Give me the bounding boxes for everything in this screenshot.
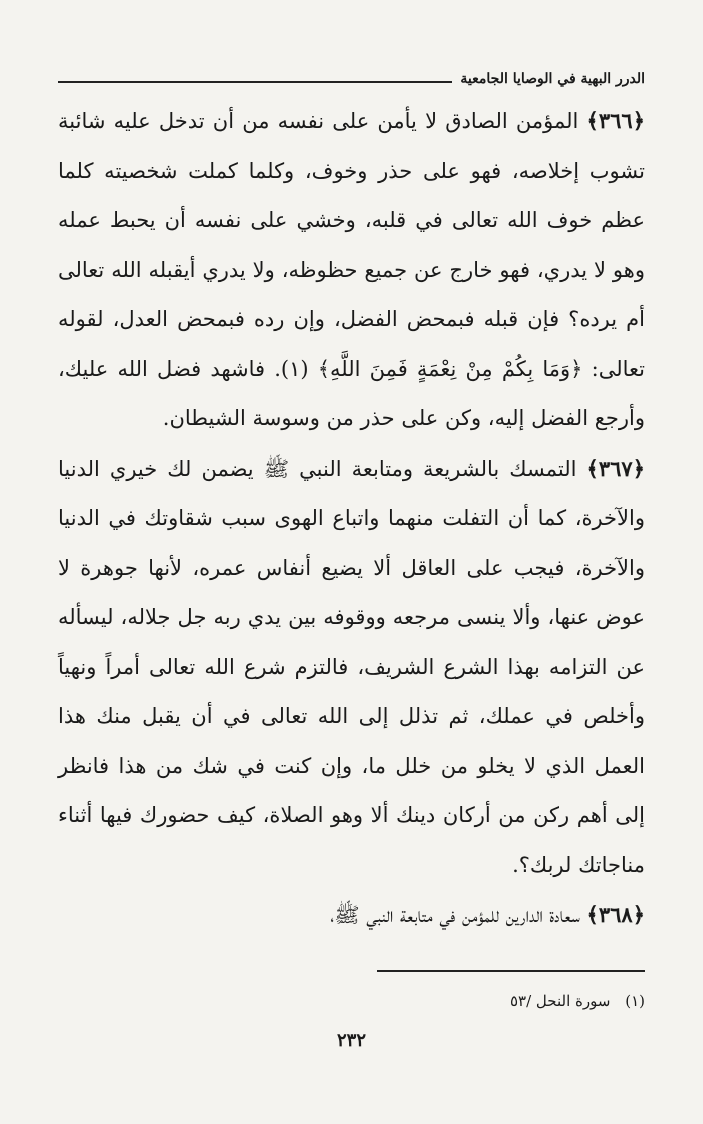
- paragraph-text: التمسك بالشريعة ومتابعة النبي ﷺ يضمن لك خيري الدنيا والآخرة، كما أن التفلت منهما واتباع الهوى سبب شقاوتك في الدنيا والآخرة، فيجب على العاقل ألا يضيع أنفاس عمره، لأنها جوهرة لا عوض عنها، وألا ينسى مرجعه ووقوفه بين يدي ربه جل جلاله، ليسأله عن التزامه بهذا الشرع الشريف، فالتزم شرع الله تعالى أمراً ونهياً وأخلص في عملك، ثم تذلل إلى الله تعالى في أن يقبل منك هذا العمل الذي لا يخلو من خلل ما، وإن كنت في شك من هذا فانظر إلى أهم ركن من أركان دينك ألا وهو الصلاة، كيف حضورك فيها أثناء مناجاتك لربك؟.: [58, 456, 645, 877]
- footnote-mark: (١): [625, 992, 645, 1010]
- paragraph-number: ﴿٣٦٧﴾: [586, 455, 645, 481]
- paragraph-367: [58, 444, 645, 891]
- paragraph-number: ﴿٣٦٨﴾: [586, 902, 645, 927]
- footnote: [58, 990, 645, 1012]
- paragraph-366: [58, 96, 645, 444]
- paragraph-text: سعادة الدارين للمؤمن في متابعة النبي ﷺ،: [330, 903, 580, 927]
- paragraph-text: المؤمن الصادق لا يأمن على نفسه من أن تدخل عليه شائبة تشوب إخلاصه، فهو على حذر وخوف، وكلما كملت شخصيته كلما عظم خوف الله تعالى في قلبه، وخشي على نفسه أن يحبط عمله وهو لا يدري، فهو خارج عن جميع حظوظه، ولا يدري أيقبله الله تعالى أم يرده؟ فإن قبله فبمحض الفضل، وإن رده فبمحض العدل، لقوله تعالى: ﴿وَمَا بِكُمْ مِنْ نِعْمَةٍ فَمِنَ اللَّهِ﴾ (١). فاشهد فضل الله عليك، وأرجع الفضل إليه، وكن على حذر من وسوسة الشيطان.: [58, 109, 645, 430]
- paragraph-number: ﴿٣٦٦﴾: [586, 108, 645, 133]
- footnote-text: سورة النحل /٥٣: [509, 992, 611, 1010]
- footnote-rule: [377, 970, 645, 972]
- paragraph-368: [58, 890, 645, 941]
- running-head: [58, 62, 645, 88]
- page-number: ٢٣٢: [336, 1030, 366, 1051]
- running-head-title: الدرر البهية في الوصايا الجامعية: [460, 71, 645, 87]
- body-text: [58, 96, 645, 941]
- running-head-rule: [58, 81, 452, 83]
